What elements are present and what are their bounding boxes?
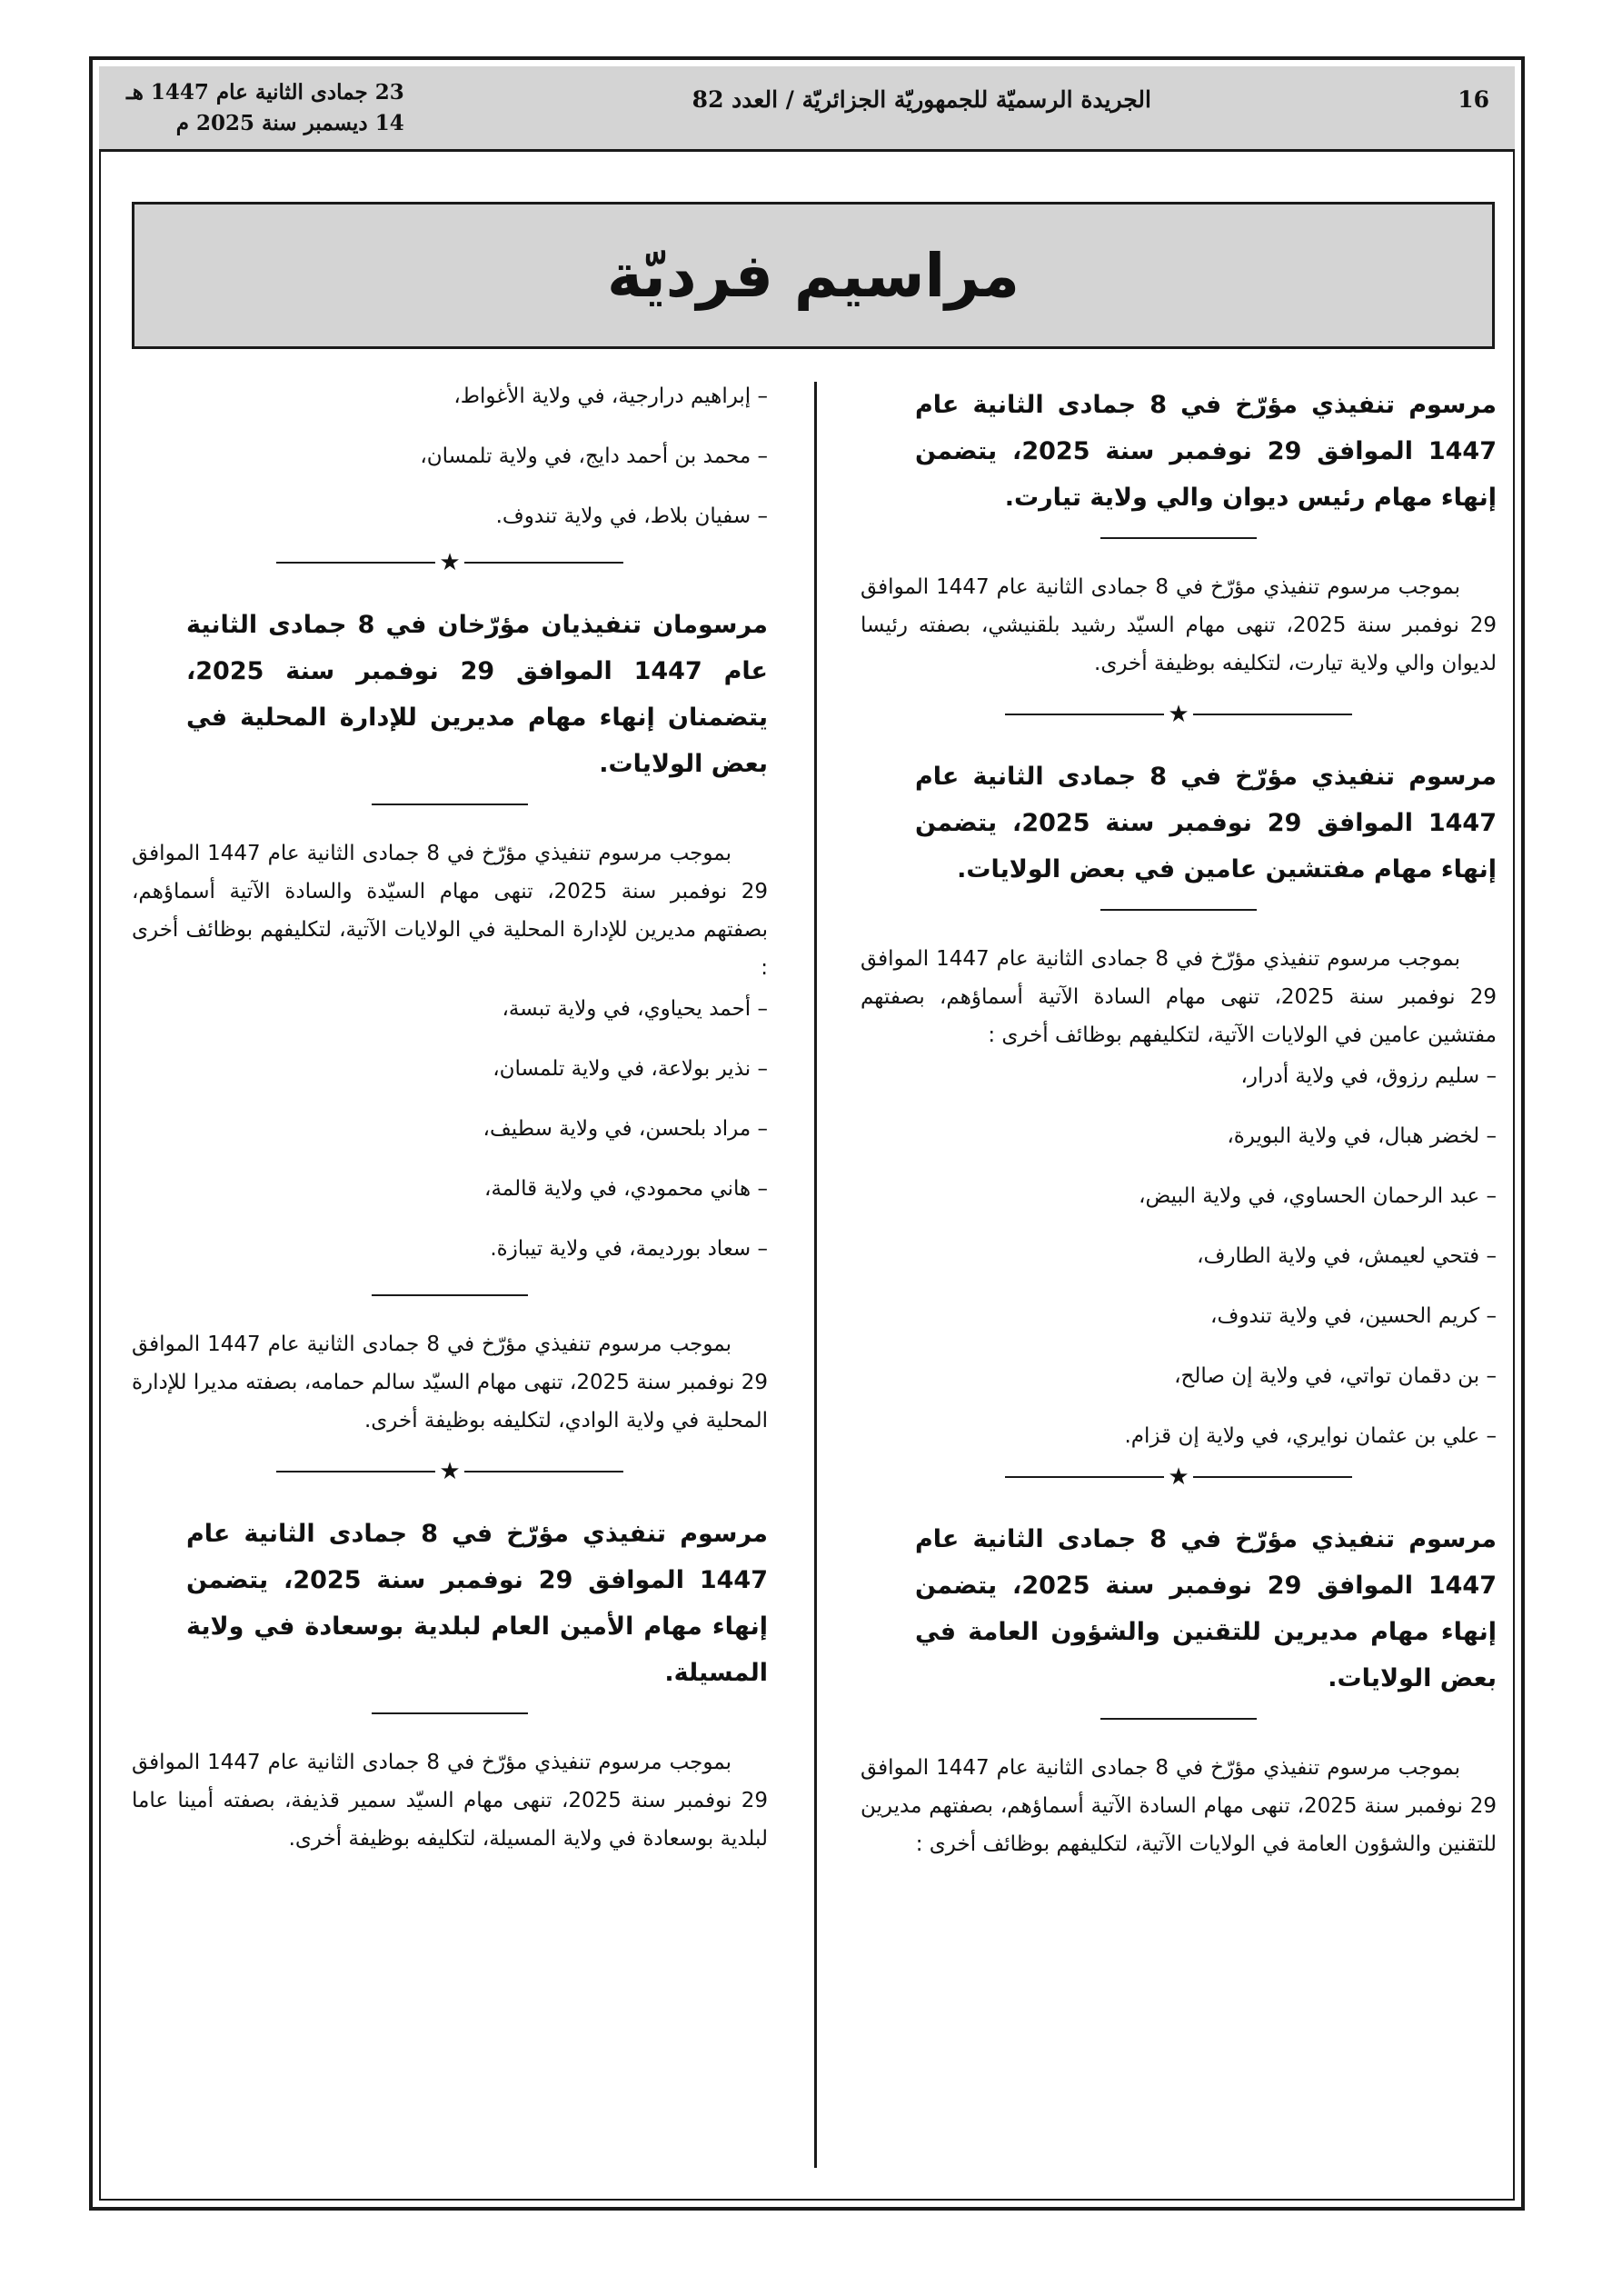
section-title-box — [132, 202, 1495, 349]
names-list — [861, 1062, 1497, 1452]
list-item: – أحمد يحياوي، في ولاية تبسة، — [132, 994, 768, 1024]
separator-line — [1193, 1476, 1352, 1478]
list-item: – عبد الرحمان الحساوي، في ولاية البيض، — [861, 1182, 1497, 1212]
separator-line — [276, 1471, 435, 1472]
list-item: – لخضر هبال، في ولاية البويرة، — [861, 1122, 1497, 1152]
short-rule — [1100, 1718, 1257, 1720]
list-item: – هاني محمودي، في ولاية قالمة، — [132, 1174, 768, 1204]
page-header — [99, 66, 1515, 152]
separator-line — [1005, 714, 1164, 715]
decree-body: بموجب مرسوم تنفيذي مؤرّخ في 8 جمادى الثانية عام 1447 الموافق 29 نوفمبر سنة 2025، تنهى مهام السادة الآتية أسماؤهم، بصفتهم مفتشين عامين في الولايات الآتية، لتكليفهم بوظائف أخرى : — [861, 947, 1497, 1047]
list-item: – سعاد بورديمة، في ولاية تيبازة. — [132, 1234, 768, 1264]
list-item: – مراد بلحسن، في ولاية سطيف، — [132, 1114, 768, 1144]
short-rule — [372, 804, 528, 805]
separator-line — [1005, 1476, 1164, 1478]
star-icon: ★ — [439, 549, 461, 576]
separator-line — [464, 1471, 623, 1472]
separator-line — [464, 562, 623, 564]
short-rule — [372, 1712, 528, 1714]
decree-body: بموجب مرسوم تنفيذي مؤرّخ في 8 جمادى الثانية عام 1447 الموافق 29 نوفمبر سنة 2025، تنهى مهام السيّد رشيد بلقنيشي، بصفته رئيسا لديوان والي ولاية تيارت، لتكليفه بوظيفة أخرى. — [861, 575, 1498, 675]
list-item: – علي بن عثمان نوايري، في ولاية إن قزام. — [861, 1422, 1497, 1452]
decree-title: مرسومان تنفيذيان مؤرّخان في 8 جمادى الثانية عام 1447 الموافق 29 نوفمبر سنة 2025، يتضمنان إنهاء مهام مديرين للإدارة المحلية في بعض الولايات. — [186, 611, 768, 778]
date-hijri: 23 جمادى الثانية عام 1447 هـ — [126, 80, 404, 105]
star-separator — [861, 1465, 1497, 1489]
decree-title: مرسوم تنفيذي مؤرّخ في 8 جمادى الثانية عام 1447 الموافق 29 نوفمبر سنة 2025، يتضمن إنهاء مهام مفتشين عامين في بعض الولايات. — [915, 763, 1497, 883]
list-item: – سفيان بلاط، في ولاية تندوف. — [132, 502, 768, 532]
short-rule — [1100, 537, 1257, 539]
date-gregorian: 14 ديسمبر سنة 2025 م — [175, 111, 404, 135]
decree-title: مرسوم تنفيذي مؤرّخ في 8 جمادى الثانية عام 1447 الموافق 29 نوفمبر سنة 2025، يتضمن إنهاء مهام رئيس ديوان والي ولاية تيارت. — [915, 391, 1497, 512]
list-item: – سليم رزوق، في ولاية أدرار، — [861, 1062, 1497, 1092]
list-item: – محمد بن أحمد دايج، في ولاية تلمسان، — [132, 442, 768, 472]
star-separator — [132, 551, 768, 574]
list-item: – كريم الحسين، في ولاية تندوف، — [861, 1302, 1497, 1332]
names-list — [132, 382, 768, 532]
decree-title: مرسوم تنفيذي مؤرّخ في 8 جمادى الثانية عام 1447 الموافق 29 نوفمبر سنة 2025، يتضمن إنهاء مهام الأمين العام لبلدية بوسعادة في ولاية المسيلة. — [186, 1520, 768, 1687]
list-item: – نذير بولاعة، في ولاية تلمسان، — [132, 1054, 768, 1084]
issue-date — [126, 77, 404, 139]
star-separator — [861, 703, 1497, 726]
decree-body: بموجب مرسوم تنفيذي مؤرّخ في 8 جمادى الثانية عام 1447 الموافق 29 نوفمبر سنة 2025، تنهى مهام السيّدة والسادة الآتية أسماؤهم، بصفتهم مديرين للإدارة المحلية في الولايات الآتية، لتكليفهم بوظائف أخرى : — [132, 842, 768, 980]
decree-title: مرسوم تنفيذي مؤرّخ في 8 جمادى الثانية عام 1447 الموافق 29 نوفمبر سنة 2025، يتضمن إنهاء مهام مديرين للتقنين والشؤون العامة في بعض الولايات. — [915, 1525, 1497, 1692]
star-separator — [132, 1460, 768, 1483]
journal-title: الجريدة الرسميّة للجمهوريّة الجزائريّة / العدد 82 — [692, 86, 1151, 113]
short-rule — [372, 1294, 528, 1296]
left-column — [132, 382, 768, 1858]
list-item: – إبراهيم درارجية، في ولاية الأغواط، — [132, 382, 768, 412]
decree-body: بموجب مرسوم تنفيذي مؤرّخ في 8 جمادى الثانية عام 1447 الموافق 29 نوفمبر سنة 2025، تنهى مهام السيّد سالم حمامه، بصفته مديرا للإدارة المحلية في ولاية الوادي، لتكليفه بوظيفة أخرى. — [132, 1333, 768, 1433]
column-divider — [814, 382, 817, 2168]
list-item: – فتحي لعيمش، في ولاية الطارف، — [861, 1242, 1497, 1272]
short-rule — [1100, 909, 1257, 911]
decree-body: بموجب مرسوم تنفيذي مؤرّخ في 8 جمادى الثانية عام 1447 الموافق 29 نوفمبر سنة 2025، تنهى مهام السادة الآتية أسماؤهم، بصفتهم مديرين للتقنين والشؤون العامة في الولايات الآتية، لتكليفهم بوظائف أخرى : — [861, 1756, 1498, 1856]
star-icon: ★ — [439, 1458, 461, 1485]
star-icon: ★ — [1168, 701, 1189, 728]
decree-body: بموجب مرسوم تنفيذي مؤرّخ في 8 جمادى الثانية عام 1447 الموافق 29 نوفمبر سنة 2025، تنهى مهام السيّد سمير قذيفة، بصفته أمينا عاما لبلدية بوسعادة في ولاية المسيلة، لتكليفه بوظيفة أخرى. — [132, 1751, 769, 1851]
separator-line — [276, 562, 435, 564]
star-icon: ★ — [1168, 1463, 1189, 1491]
list-item: – بن دقمان تواتي، في ولاية إن صالح، — [861, 1362, 1497, 1392]
right-column — [861, 382, 1497, 1863]
page-title: مراسيم فرديّة — [606, 240, 1020, 311]
page-number: 16 — [1458, 86, 1489, 113]
names-list — [132, 994, 768, 1264]
separator-line — [1193, 714, 1352, 715]
